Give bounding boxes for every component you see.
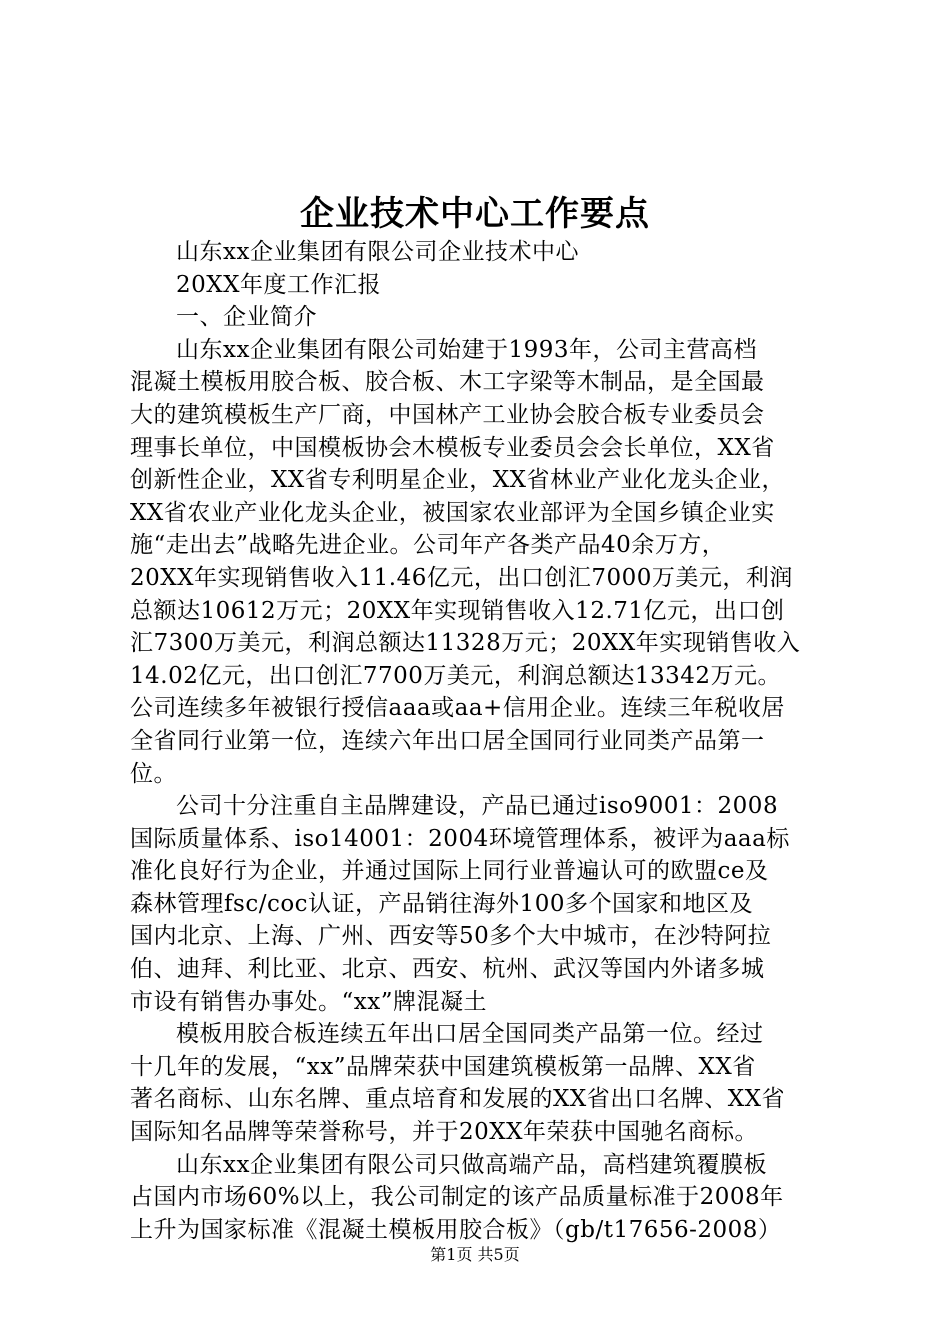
text-line: 20XX年度工作汇报	[176, 271, 382, 298]
text-line: 准化良好行为企业，并通过国际上同行业普遍认可的欧盟ce及	[130, 858, 769, 885]
text-line: 十几年的发展，“xx”品牌荣获中国建筑模板第一品牌、XX省	[130, 1053, 756, 1080]
text-line: 公司连续多年被银行授信aaa或aa+信用企业。连续三年税收居	[130, 695, 785, 722]
text-line: 全省同行业第一位，连续六年出口居全国同行业同类产品第一	[130, 727, 765, 754]
text-line: 山东xx企业集团有限公司始建于1993年，公司主营高档	[176, 336, 757, 363]
text-line: XX省农业产业化龙头企业，被国家农业部评为全国乡镇企业实	[130, 499, 775, 526]
text-line: 国内北京、上海、广州、西安等50多个大中城市，在沙特阿拉	[130, 923, 772, 950]
text-line: 山东xx企业集团有限公司企业技术中心	[176, 239, 579, 265]
text-line: 公司十分注重自主品牌建设，产品已通过iso9001：2008	[176, 793, 779, 820]
text-line: 国际知名品牌等荣誉称号，并于20XX年荣获中国驰名商标。	[130, 1119, 759, 1146]
text-line: 伯、迪拜、利比亚、北京、西安、杭州、武汉等国内外诸多城	[130, 956, 765, 983]
text-line: 14.02亿元，出口创汇7700万美元，利润总额达13342万元。	[130, 662, 782, 689]
text-line: 市设有销售办事处。“xx”牌混凝土	[130, 988, 487, 1015]
section-heading: 一、企业简介	[176, 304, 317, 331]
text-line: 占国内市场60%以上，我公司制定的该产品质量标准于2008年	[130, 1184, 784, 1211]
document-title: 企业技术中心工作要点	[300, 194, 650, 234]
text-line: 创新性企业，XX省专利明星企业，XX省林业产业化龙头企业，	[130, 467, 785, 494]
text-line: 大的建筑模板生产厂商，中国林产工业协会胶合板专业委员会	[130, 401, 765, 428]
text-line: 著名商标、山东名牌、重点培育和发展的XX省出口名牌、XX省	[130, 1086, 785, 1113]
text-line: 上升为国家标准《混凝土模板用胶合板》（gb/t17656-2008）	[130, 1216, 782, 1243]
text-line: 混凝土模板用胶合板、胶合板、木工字梁等木制品，是全国最	[130, 369, 765, 396]
text-line: 森林管理fsc/coc认证，产品销往海外100多个国家和地区及	[130, 890, 753, 917]
text-line: 模板用胶合板连续五年出口居全国同类产品第一位。经过	[176, 1021, 764, 1048]
text-line: 位。	[130, 760, 177, 787]
text-line: 施“走出去”战略先进企业。公司年产各类产品40余万方，	[130, 532, 726, 559]
document-body	[130, 236, 830, 1246]
text-line: 国际质量体系、iso14001：2004环境管理体系，被评为aaa标	[130, 825, 790, 852]
text-line: 山东xx企业集团有限公司只做高端产品，高档建筑覆膜板	[176, 1151, 767, 1178]
text-line: 总额达10612万元；20XX年实现销售收入12.71亿元，出口创	[130, 597, 785, 624]
page-number-footer: 第1页 共5页	[430, 1245, 520, 1264]
text-line: 理事长单位，中国模板协会木模板专业委员会会长单位，XX省	[130, 434, 775, 461]
text-line: 20XX年实现销售收入11.46亿元，出口创汇7000万美元，利润	[130, 564, 793, 591]
text-line: 汇7300万美元，利润总额达11328万元；20XX年实现销售收入	[130, 630, 801, 657]
